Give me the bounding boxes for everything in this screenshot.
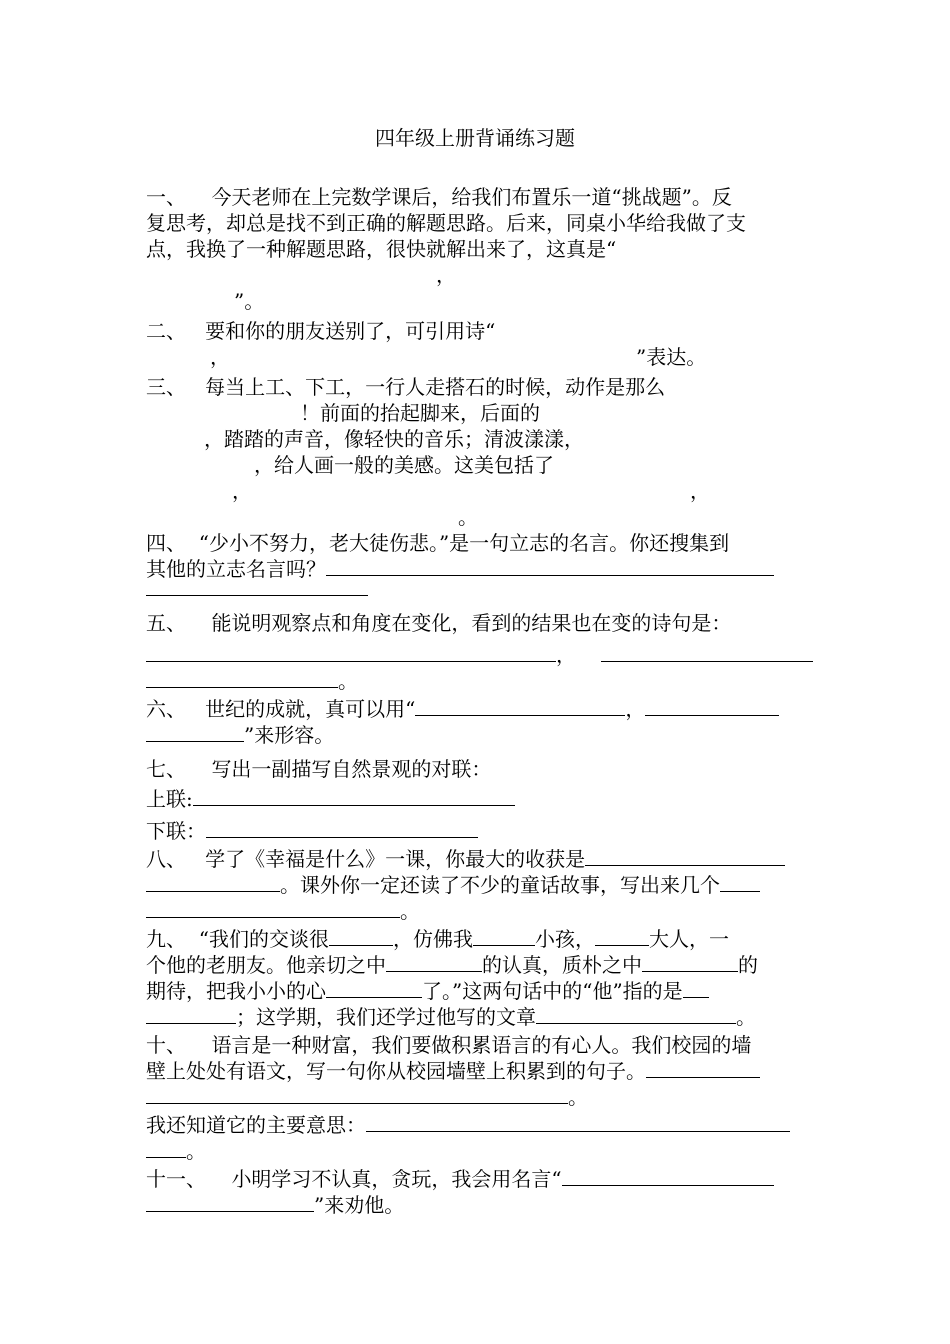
q7-upper: 上联: [146, 786, 515, 812]
answer-blank[interactable] [595, 926, 649, 946]
answer-blank[interactable] [683, 978, 709, 998]
answer-blank[interactable] [146, 1004, 236, 1024]
answer-blank[interactable] [146, 872, 280, 892]
q6-line-1: 六、 世纪的成就，真可以用“ ， [146, 696, 779, 722]
answer-blank[interactable] [206, 818, 478, 838]
q8-line-1: 八、 学了《幸福是什么》一课，你最大的收获是 [146, 846, 785, 872]
answer-blank[interactable] [146, 898, 400, 918]
q8-line-2: 。课外你一定还读了不少的童话故事，写出来几个 [146, 872, 760, 898]
answer-blank[interactable] [601, 642, 813, 662]
q4-number: 四、 [146, 531, 186, 555]
answer-blank[interactable] [585, 846, 785, 866]
q3-comma-b: ， [690, 479, 710, 503]
q3-line-3: ，踏踏的声音，像轻快的音乐；清波漾漾， [204, 427, 584, 451]
q2-line-1: 二、 要和你的朋友送别了，可引用诗“ [146, 319, 496, 343]
q7-number: 七、 [146, 757, 186, 781]
q4-line-1: 四、 “少小不努力，老大徒伤悲。”是一句立志的名言。你还搜集到 [146, 531, 730, 555]
answer-blank[interactable] [536, 1004, 736, 1024]
answer-blank[interactable] [146, 722, 244, 742]
q1-comma: ， [436, 263, 456, 287]
q1-number: 一、 [146, 185, 186, 209]
q7-lower: 下联： [146, 818, 478, 844]
page-title: 四年级上册背诵练习题 [375, 126, 575, 150]
q10-meaning-cont: 。 [146, 1138, 206, 1164]
q4-line-2: 其他的立志名言吗？ [146, 556, 774, 582]
q7-line-1: 七、 写出一副描写自然景观的对联： [146, 757, 492, 781]
answer-blank[interactable] [326, 563, 774, 576]
q3-end: 。 [458, 505, 478, 529]
answer-blank[interactable] [146, 1138, 186, 1158]
q11-number: 十一、 [146, 1167, 206, 1191]
answer-blank[interactable] [645, 696, 779, 716]
answer-blank[interactable] [415, 696, 625, 716]
q1-end: ”。 [234, 289, 265, 313]
q1-line-2: 复思考，却总是找不到正确的解题思路。后来，同桌小华给我做了支 [146, 211, 746, 235]
answer-blank[interactable] [646, 1058, 760, 1078]
answer-blank[interactable] [146, 583, 368, 596]
q10-number: 十、 [146, 1033, 186, 1057]
answer-blank[interactable] [146, 1084, 568, 1104]
answer-blank[interactable] [720, 872, 760, 892]
answer-blank[interactable] [146, 668, 338, 688]
q1-line-3: 点，我换了一种解题思路，很快就解出来了，这真是“ [146, 237, 617, 261]
q2-comma: ， [210, 345, 230, 369]
q10-line-3: 。 [146, 1084, 588, 1110]
answer-blank[interactable] [366, 1112, 790, 1132]
q9-line-3: 期待，把我小小的心 了。”这两句话中的“他”指的是 [146, 978, 709, 1004]
q10-meaning: 我还知道它的主要意思： [146, 1112, 790, 1138]
q11-line-1: 十一、 小明学习不认真，贪玩，我会用名言“ [146, 1166, 774, 1192]
q9-number: 九、 [146, 927, 186, 951]
answer-blank[interactable] [146, 1192, 314, 1212]
answer-blank[interactable] [473, 926, 535, 946]
q2-end: ”表达。 [636, 345, 707, 369]
answer-blank[interactable] [329, 926, 393, 946]
q6-number: 六、 [146, 697, 186, 721]
q8-number: 八、 [146, 847, 186, 871]
q6-line-2: ”来形容。 [146, 722, 334, 748]
answer-blank[interactable] [146, 642, 556, 662]
q1-line-1: 一、 今天老师在上完数学课后，给我们布置乐一道“挑战题”。反 [146, 185, 732, 209]
q5-line-3: 。 [146, 668, 358, 694]
q9-line-4: ；这学期，我们还学过他写的文章 。 [146, 1004, 756, 1030]
q3-number: 三、 [146, 375, 186, 399]
q2-number: 二、 [146, 319, 186, 343]
answer-blank[interactable] [326, 978, 422, 998]
q10-line-1: 十、 语言是一种财富，我们要做积累语言的有心人。我们校园的墙 [146, 1033, 752, 1057]
q9-line-1: 九、 “我们的交谈很 ，仿佛我 小孩， 大人，一 [146, 927, 729, 951]
q4-line-3 [146, 576, 368, 602]
q11-line-2: ”来劝他。 [146, 1192, 404, 1218]
q8-line-3: 。 [146, 898, 420, 924]
answer-blank[interactable] [562, 1166, 774, 1186]
answer-blank[interactable] [642, 952, 738, 972]
q3-comma-a: ， [232, 479, 252, 503]
q3-line-2: ！前面的抬起脚来，后面的 [300, 401, 540, 425]
q5-line-2: ， [146, 642, 813, 668]
q5-number: 五、 [146, 611, 186, 635]
q5-line-1: 五、 能说明观察点和角度在变化，看到的结果也在变的诗句是： [146, 611, 732, 635]
answer-blank[interactable] [193, 786, 515, 806]
q9-line-2: 个他的老朋友。他亲切之中 的认真，质朴之中 的 [146, 953, 758, 977]
answer-blank[interactable] [386, 952, 482, 972]
q3-line-1: 三、 每当上工、下工，一行人走搭石的时候，动作是那么 [146, 375, 666, 399]
q3-line-4: ，给人画一般的美感。这美包括了 [254, 453, 554, 477]
q10-line-2: 壁上处处有语文，写一句你从校园墙壁上积累到的句子。 [146, 1058, 760, 1084]
